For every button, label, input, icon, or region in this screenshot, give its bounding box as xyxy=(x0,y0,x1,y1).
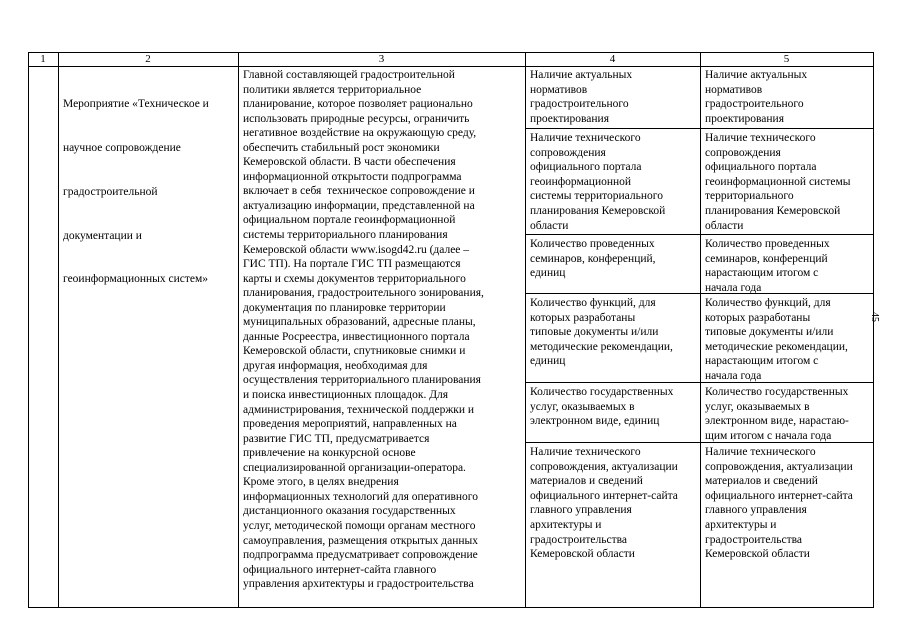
text-line: Наличие технического xyxy=(705,446,816,458)
header-col-2: 2 xyxy=(145,53,151,65)
text-line: включает в себя техническое сопровождение и xyxy=(243,185,475,198)
col-border-3 xyxy=(525,52,526,608)
row-separator xyxy=(525,234,874,235)
text-line: начала года xyxy=(705,281,762,294)
text-line: области xyxy=(705,219,744,232)
text-line: политики является территориальное xyxy=(243,83,422,96)
indicator-cell xyxy=(530,237,656,281)
text-line: Наличие актуальных xyxy=(530,69,633,81)
table-bottom-border xyxy=(28,607,874,608)
text-line: сопровождения, актуализации xyxy=(705,460,853,473)
col-border-4 xyxy=(700,52,701,608)
text-line: Количество функций, для xyxy=(530,297,656,309)
text-line: материалов и сведений xyxy=(530,475,643,488)
text-line: единиц xyxy=(530,355,566,368)
text-line: проектирования xyxy=(705,112,784,125)
text-line: планирования Кемеровской xyxy=(530,204,666,217)
text-line: семинаров, конференций xyxy=(705,252,828,265)
activities-table xyxy=(28,52,874,608)
text-line: научное сопровождение xyxy=(63,141,181,154)
page-number: 45 xyxy=(869,312,880,322)
text-line: Наличие технического xyxy=(530,132,641,144)
indicator-cell xyxy=(530,296,673,369)
text-line: щим итогом с начала года xyxy=(705,429,832,442)
text-line: ГИС ТП). На портале ГИС ТП размещаются xyxy=(243,258,461,271)
text-line: официального интернет-сайта главного xyxy=(243,563,437,576)
row-separator xyxy=(525,128,874,129)
measure-cell xyxy=(705,385,849,443)
text-line: документации и xyxy=(63,229,142,242)
text-line: начала года xyxy=(705,369,762,382)
text-line: проектирования xyxy=(530,112,609,125)
text-line: территориального xyxy=(705,190,794,203)
text-line: градостроительного xyxy=(530,98,629,111)
text-line: градостроительного xyxy=(705,98,804,111)
text-line: главного управления xyxy=(530,504,632,517)
text-line: развитие ГИС ТП, предусматривается xyxy=(243,432,430,445)
activity-name-cell xyxy=(63,68,209,316)
col-border-0 xyxy=(28,52,29,608)
text-line: геоинформационной xyxy=(530,175,632,188)
text-line: типовые документы и/или xyxy=(705,326,834,339)
indicator-cell xyxy=(530,445,678,562)
text-line: Наличие актуальных xyxy=(705,69,808,81)
indicator-cell xyxy=(530,385,673,429)
text-line: Кемеровской области www.isogd42.ru (далее – xyxy=(243,243,470,256)
text-line: Кемеровской области. В части обеспечения xyxy=(243,156,456,169)
text-line: информационной открытости подпрограмма xyxy=(243,170,462,183)
activity-description-cell xyxy=(243,68,484,592)
text-line: негативное воздействие на окружающую среду, xyxy=(243,127,477,140)
text-line: сопровождения xyxy=(705,146,781,159)
header-col-3: 3 xyxy=(378,53,385,65)
text-line: осуществления территориального планирования xyxy=(243,374,481,387)
text-line: карты и схемы документов территориального xyxy=(243,272,466,285)
text-line: сопровождения, актуализации xyxy=(530,460,678,473)
indicator-cell xyxy=(530,68,632,126)
measure-cell xyxy=(705,296,848,384)
text-line: официальном портале геоинформационной xyxy=(243,214,456,227)
text-line: официального интернет-сайта xyxy=(530,489,678,502)
text-line: системы территориального планирования xyxy=(243,229,448,242)
header-bottom-border xyxy=(28,66,874,67)
col-border-5 xyxy=(873,52,874,608)
text-line: архитектуры и xyxy=(530,518,602,531)
text-line: типовые документы и/или xyxy=(530,326,659,339)
text-line: информационных технологий для оперативного xyxy=(243,490,478,503)
text-line: Кемеровской области, спутниковые снимки и xyxy=(243,345,466,358)
text-line: Кемеровской области xyxy=(530,548,635,561)
text-line: главного управления xyxy=(705,504,807,517)
text-line: градостроительства xyxy=(705,533,803,546)
col-border-1 xyxy=(58,52,59,608)
text-line: специализированной организации-оператора. xyxy=(243,461,466,474)
text-line: единиц xyxy=(530,267,566,280)
measure-cell xyxy=(705,131,850,233)
text-line: планирование, которое позволяет рационально xyxy=(243,98,473,111)
text-line: другая информация, необходимая для xyxy=(243,359,428,372)
measure-cell xyxy=(705,68,807,126)
text-line: планирования, градостроительного зонирования, xyxy=(243,287,484,300)
text-line: официального портала xyxy=(705,161,817,174)
text-line: данные Росреестра, инвестиционного портала xyxy=(243,330,470,343)
header-col-1: 1 xyxy=(40,53,46,65)
text-line: которых разработаны xyxy=(530,311,636,324)
indicator-cell xyxy=(530,131,665,233)
text-line: геоинформационных систем» xyxy=(63,273,209,286)
col-border-2 xyxy=(238,52,239,608)
text-line: методические рекомендации, xyxy=(530,340,673,353)
text-line: услуг, методической помощи органам местного xyxy=(243,519,476,532)
text-line: документация по планировке территории xyxy=(243,301,446,314)
text-line: Главной составляющей градостроительной xyxy=(243,69,455,81)
measure-cell xyxy=(705,445,853,562)
text-line: семинаров, конференций, xyxy=(530,252,656,265)
text-line: актуализацию информации, представленной на xyxy=(243,199,475,212)
text-line: области xyxy=(530,219,569,232)
text-line: использовать природные ресурсы, ограничить xyxy=(243,112,470,125)
text-line: материалов и сведений xyxy=(705,475,818,488)
text-line: градостроительной xyxy=(63,185,158,198)
text-line: нарастающим итогом с xyxy=(705,355,819,368)
text-line: архитектуры и xyxy=(705,518,777,531)
text-line: Количество государственных xyxy=(705,386,849,398)
measure-cell xyxy=(705,237,830,295)
text-line: официального портала xyxy=(530,161,642,174)
text-line: подпрограмма предусматривает сопровождение xyxy=(243,549,478,562)
text-line: официального интернет-сайта xyxy=(705,489,853,502)
text-line: управления архитектуры и градостроительства xyxy=(243,578,474,591)
text-line: электронном виде, нарастаю- xyxy=(705,415,849,428)
text-line: Мероприятие «Техническое и xyxy=(63,98,209,111)
text-line: нормативов xyxy=(705,83,763,96)
text-line: Количество функций, для xyxy=(705,297,831,309)
text-line: планирования Кемеровской xyxy=(705,204,841,217)
text-line: и поиска инвестиционных площадок. Для xyxy=(243,389,449,402)
text-line: обеспечить стабильный рост экономики xyxy=(243,141,440,154)
text-line: услуг, оказываемых в xyxy=(705,400,810,413)
text-line: которых разработаны xyxy=(705,311,811,324)
text-line: геоинформационной системы xyxy=(705,175,851,188)
text-line: самоуправления, размещения открытых данных xyxy=(243,534,479,547)
text-line: Количество проведенных xyxy=(530,238,655,250)
text-line: градостроительства xyxy=(530,533,628,546)
text-line: проведения мероприятий, направленных на xyxy=(243,418,457,431)
text-line: привлечение на конкурсной основе xyxy=(243,447,416,460)
header-col-4: 4 xyxy=(609,53,616,65)
text-line: Кроме этого, в целях внедрения xyxy=(243,476,399,489)
text-line: нормативов xyxy=(530,83,588,96)
text-line: Наличие технического xyxy=(705,132,816,144)
text-line: услуг, оказываемых в xyxy=(530,400,635,413)
text-line: методические рекомендации, xyxy=(705,340,848,353)
header-col-5: 5 xyxy=(783,53,790,65)
text-line: муниципальных образований, адресные планы, xyxy=(243,316,476,329)
text-line: нарастающим итогом с xyxy=(705,267,819,280)
text-line: администрирования, технической поддержки и xyxy=(243,403,475,416)
text-line: Наличие технического xyxy=(530,446,641,458)
text-line: дистанционного оказания государственных xyxy=(243,505,456,518)
text-line: электронном виде, единиц xyxy=(530,415,660,428)
text-line: системы территориального xyxy=(530,190,663,203)
text-line: Количество проведенных xyxy=(705,238,830,250)
text-line: Кемеровской области xyxy=(705,548,810,561)
text-line: Количество государственных xyxy=(530,386,674,398)
text-line: сопровождения xyxy=(530,146,606,159)
